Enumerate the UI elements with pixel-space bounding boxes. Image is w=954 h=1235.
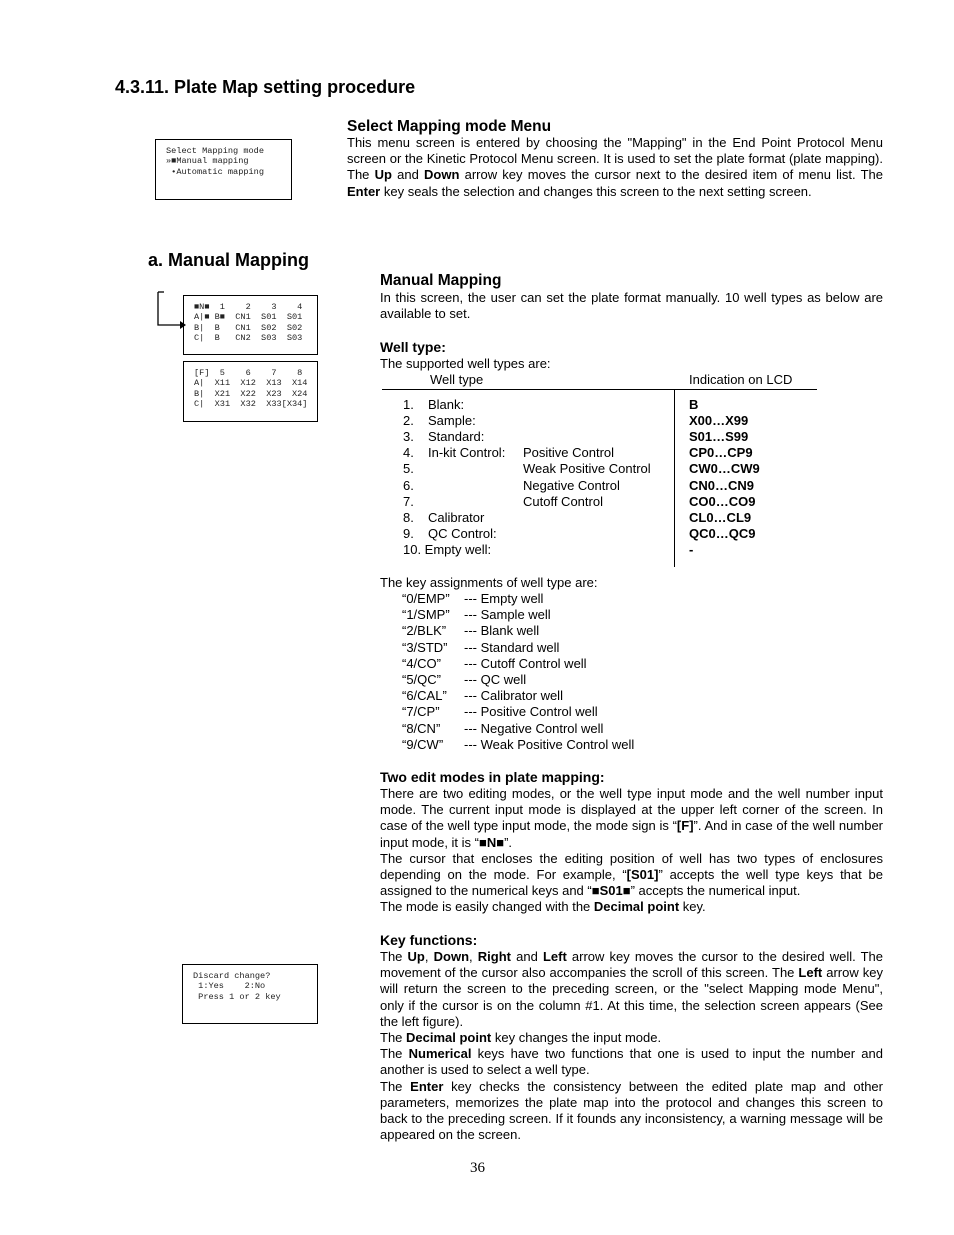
key-assign-desc: --- Cutoff Control well	[464, 655, 587, 671]
table-column-rule	[674, 389, 675, 567]
key-assign-desc: --- Weak Positive Control well	[464, 736, 635, 752]
key-functions-heading: Key functions:	[380, 932, 478, 948]
key-assign-desc: --- Standard well	[464, 639, 560, 655]
key-assign-desc: --- Blank well	[464, 623, 540, 639]
key-assign-key: “9/CW”	[402, 736, 444, 752]
well-type-number: 2.	[403, 413, 414, 429]
well-type-lcd-indication: CO0…CO9	[689, 493, 756, 509]
key-assign-key: “1/SMP”	[402, 607, 450, 623]
col-header-lcd: Indication on LCD	[689, 372, 793, 387]
key-assign-desc: --- Calibrator well	[464, 688, 563, 704]
well-type-heading: Well type:	[380, 339, 446, 355]
col-header-well-type: Well type	[430, 372, 484, 387]
well-type-table	[0, 0, 954, 600]
table-header-rule	[382, 389, 817, 390]
key-assign-desc: --- QC well	[464, 672, 527, 687]
well-type-number: 8.	[403, 509, 414, 525]
lcd-discard-change: Discard change? 1:Yes 2:No Press 1 or 2 key	[182, 964, 318, 1024]
lcd-select-mapping-mode: Select Mapping mode »■Manual mapping •Automatic mapping	[155, 139, 292, 200]
key-assign-desc: --- Empty well	[464, 591, 544, 606]
key-assign-desc: --- Positive Control well	[464, 704, 598, 720]
key-assign-key: “3/STD”	[402, 639, 448, 655]
well-type-lcd-indication: -	[689, 541, 694, 557]
page-number: 36	[470, 1160, 485, 1176]
well-type-number: 1.	[403, 397, 414, 412]
well-type-number: 5.	[403, 461, 414, 477]
edit-modes-body	[380, 786, 883, 916]
well-type-lcd-indication: X00…X99	[689, 413, 749, 429]
well-type-name: 10. Empty well:	[403, 541, 492, 557]
manual-section-title: a. Manual Mapping	[148, 250, 310, 270]
key-assign-key: “5/QC”	[402, 672, 441, 687]
key-assign-key: “7/CP”	[402, 704, 440, 720]
key-functions-paragraph: The Numerical keys have two functions that one is used to input the number and another is used to select a well type.	[380, 1046, 884, 1078]
well-type-subtype: Negative Control	[523, 477, 620, 493]
well-type-name: Standard:	[428, 429, 485, 445]
well-type-lcd-indication: CP0…CP9	[689, 445, 753, 461]
well-type-subtype: Weak Positive Control	[523, 461, 651, 477]
lcd-manual-map-cols-5-8: [F] 5 6 7 8 A| X11 X12 X13 X14 B| X21 X22 X23 X24 C| X31 X32 X33[X34]	[183, 361, 318, 422]
key-functions-paragraph: The Enter key checks the consistency between the edited plate map and other parameters, memorizes the plate map into the protocol and changes this screen to back to the preceding screen. If it founds any inconsistency, a warning message will be appeared on the screen.	[380, 1078, 883, 1143]
well-type-name: QC Control:	[428, 525, 497, 541]
well-type-subtype: Positive Control	[523, 445, 615, 461]
manual-body: In this screen, the user can set the plate format manually. 10 well types as below are available to set.	[380, 290, 883, 322]
key-functions-body	[380, 949, 883, 1143]
well-type-name: In-kit Control:	[428, 445, 506, 461]
well-type-name: Sample:	[428, 413, 476, 429]
edit-modes-heading: Two edit modes in plate mapping:	[380, 769, 605, 785]
well-type-intro: The supported well types are:	[380, 356, 551, 371]
well-type-number: 9.	[403, 525, 414, 541]
key-assign-desc: --- Sample well	[464, 607, 551, 623]
well-type-subtype: Cutoff Control	[523, 493, 603, 509]
well-type-lcd-indication: CL0…CL9	[689, 509, 752, 525]
manual-heading: Manual Mapping	[380, 272, 502, 289]
well-type-name: Calibrator	[428, 509, 485, 525]
key-assign-key: “8/CN”	[402, 720, 441, 736]
well-type-number: 6.	[403, 477, 414, 493]
edit-modes-paragraph: The cursor that encloses the editing position of well has two types of enclosures depending on the mode. For example, “[S01]” accepts the well type keys that be assigned to the numerical keys and “■S01■” accepts the numerical input.	[380, 850, 883, 899]
well-type-name: Blank:	[428, 397, 465, 412]
well-type-lcd-indication: CN0…CN9	[689, 477, 755, 493]
well-type-number: 3.	[403, 429, 414, 445]
well-type-lcd-indication: S01…S99	[689, 429, 749, 445]
key-assign-intro: The key assignments of well type are:	[380, 575, 598, 590]
well-type-lcd-indication: QC0…QC9	[689, 525, 756, 541]
select-menu-heading: Select Mapping mode Menu	[347, 118, 552, 135]
key-assign-key: “0/EMP”	[402, 591, 450, 606]
edit-modes-paragraph: There are two editing modes, or the well type input mode and the well number input mode. The current input mode is displayed at the upper left corner of the screen. In case of the well type input mode, the mode sign is “[F]”. And in case of the well number input mode, it is “■N■”.	[380, 786, 884, 850]
well-type-number: 7.	[403, 493, 414, 509]
section-title: 4.3.11. Plate Map setting procedure	[115, 77, 416, 97]
key-assign-key: “4/CO”	[402, 655, 441, 671]
edit-modes-paragraph: The mode is easily changed with the Decimal point key.	[380, 899, 706, 915]
select-menu-body: This menu screen is entered by choosing the "Mapping" in the End Point Protocol Menu screen or the Kinetic Protocol Menu screen. It is used to set the plate format (plate mapping). The Up and Down arrow key moves the cursor next to the desired item of menu list. The Enter key seals the selection and changes this screen to the next setting screen.	[347, 135, 883, 199]
key-assign-key: “2/BLK”	[402, 623, 447, 639]
key-assign-key: “6/CAL”	[402, 688, 447, 704]
well-type-number: 4.	[403, 445, 414, 461]
key-functions-paragraph: The Decimal point key changes the input mode.	[380, 1030, 662, 1046]
key-functions-paragraph: The Up, Down, Right and Left arrow key moves the cursor to the desired well. The movement of the cursor also accompanies the scroll of this screen. The Left arrow key will return the screen to the preceding screen, or the "select Mapping mode Menu", only if the cursor is on the column #1. At this time, the selection screen appears (See the left figure).	[380, 949, 883, 1029]
key-assign-desc: --- Negative Control well	[464, 720, 604, 736]
well-type-lcd-indication: B	[689, 397, 699, 412]
well-type-lcd-indication: CW0…CW9	[689, 461, 760, 477]
lcd-manual-map-cols-1-4: ■N■ 1 2 3 4 A|■ B■ CN1 S01 S01 B| B CN1 S02 S02 C| B CN2 S03 S03	[183, 295, 318, 355]
